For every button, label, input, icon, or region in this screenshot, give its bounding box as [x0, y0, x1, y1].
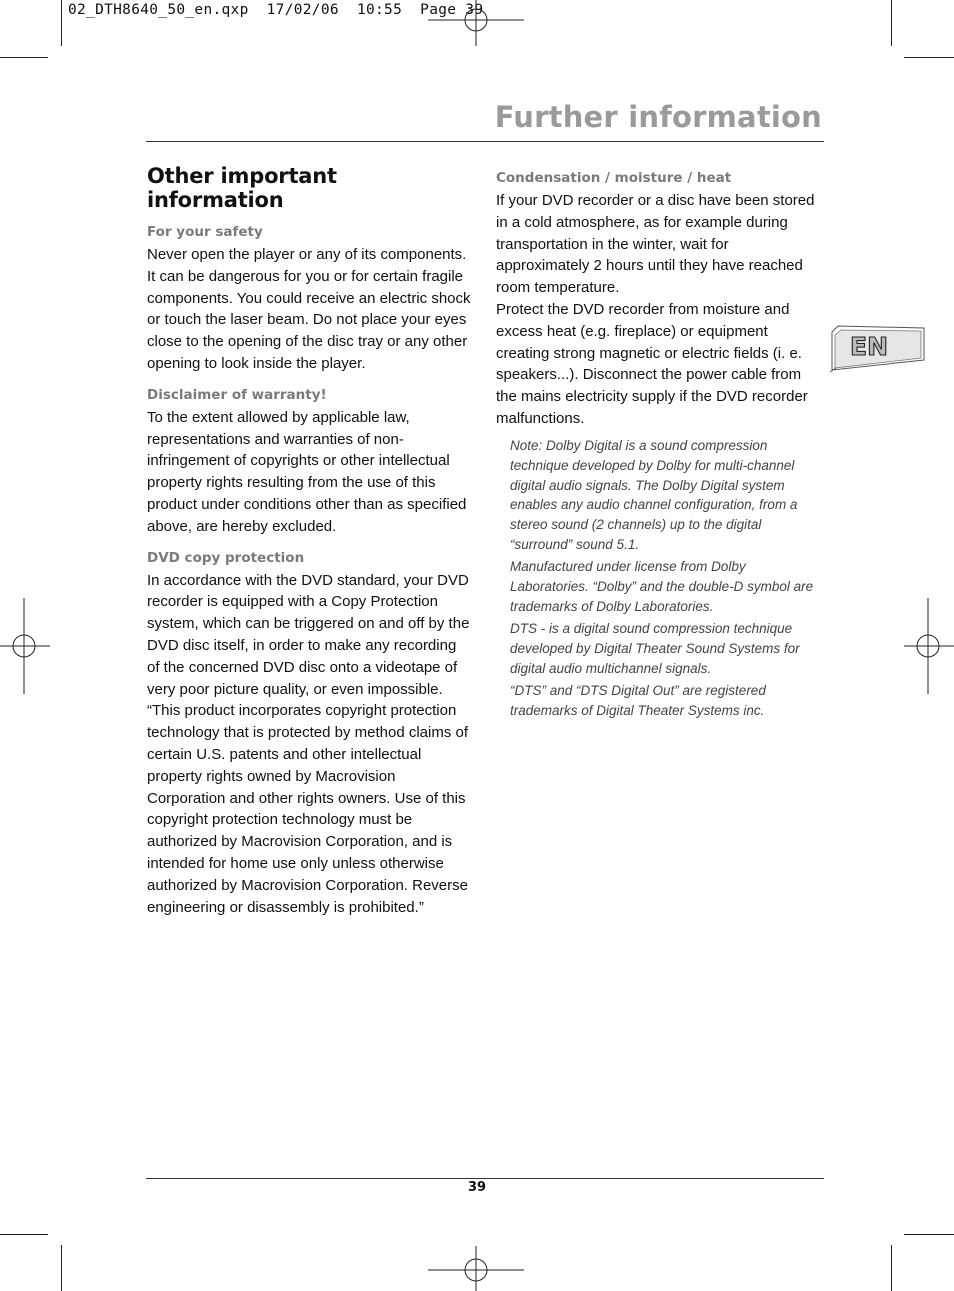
dts-trademark-note: “DTS” and “DTS Digital Out” are registered trademarks of Digital Theater Systems inc. [510, 682, 766, 718]
condensation-text: If your DVD recorder or a disc have been stored in a cold atmosphere, as for example during transportation in the winter, wait for approximately 2 hours until they have reached room temperature. [496, 192, 815, 297]
safety-text: Never open the player or any of its components. It can be dangerous for you or for certain fragile components. You could receive an electric shock or touch the laser beam. Do not place your eyes close to the opening of the disc tray or any other opening to look inside the player. [147, 246, 471, 372]
copy-protection-text: In accordance with the DVD standard, your DVD recorder is equipped with a Copy Protection system, which can be triggered on and off by the DVD disc itself, in order to make any recording of the concerned DVD disc onto a videotape of very poor picture quality, or even impossible. “This product incorporates copyright protection technology that is protected by method claims of certain U.S. patents and other intellectual property rights owned by Macrovision Corporation and other rights owners. Use of this copyright protection technology must be authorized by Macrovision Corporation, and is intended for home use only unless otherwise authorized by Macrovision Corporation. Reverse engineering or disassembly is prohibited.” [147, 571, 470, 916]
registration-mark-icon [0, 598, 50, 694]
dolby-digital-note: Note: Dolby Digital is a sound compression technique developed by Dolby for multi-channel digital audio signals. The Dolby Digital system enables any audio channel configuration, from a stereo sound (2 channels) up to the digital “surround” sound 5.1. [510, 437, 798, 553]
registration-mark-icon [904, 598, 954, 694]
condensation-heading: Condensation / moisture / heat [496, 170, 732, 186]
dts-note: DTS - is a digital sound compression technique developed by Digital Theater Sound Systems for digital audio multichannel signals. [510, 620, 800, 676]
crop-mark [904, 57, 954, 58]
page-number: 39 [467, 1180, 487, 1195]
crop-mark [891, 1245, 892, 1291]
disclaimer-heading: Disclaimer of warranty! [147, 386, 327, 403]
section-title: Other important information [147, 164, 337, 212]
safety-heading: For your safety [147, 224, 263, 240]
registration-mark-icon [428, 1246, 524, 1291]
copy-protection-heading: DVD copy protection [147, 549, 305, 566]
print-slug: 02_DTH8640_50_en.qxp 17/02/06 10:55 Page 39 [68, 2, 484, 18]
disclaimer-text: To the extent allowed by applicable law, representations and warranties of non-infringement of copyrights or other intellectual property rights resulting from the use of this product under conditions other than as specified above, are hereby excluded. [147, 408, 467, 535]
notes [510, 436, 821, 721]
crop-mark [0, 57, 48, 58]
crop-mark [891, 0, 892, 46]
protection-text: Protect the DVD recorder from moisture and excess heat (e.g. fireplace) or equipment creating strong magnetic or electric fields (i. e. speakers...). Disconnect the power cable from the mains electricity supply if the DVD recorder malfunctions. [496, 300, 808, 427]
registration-mark-icon [428, 0, 524, 50]
dolby-license-note: Manufactured under license from Dolby Laboratories. “Dolby” and the double-D symbol are trademarks of Dolby Laboratories. [510, 559, 814, 615]
header-rule [146, 141, 824, 142]
crop-mark [904, 1234, 954, 1235]
footer-rule [146, 1178, 824, 1179]
crop-mark [61, 0, 62, 46]
crop-mark [0, 1234, 48, 1235]
left-column [147, 164, 472, 930]
language-badge-label: EN [850, 332, 889, 361]
crop-mark [61, 1245, 62, 1291]
language-badge-icon [828, 318, 928, 374]
page-title: Further information [494, 100, 822, 134]
right-column [496, 164, 821, 722]
